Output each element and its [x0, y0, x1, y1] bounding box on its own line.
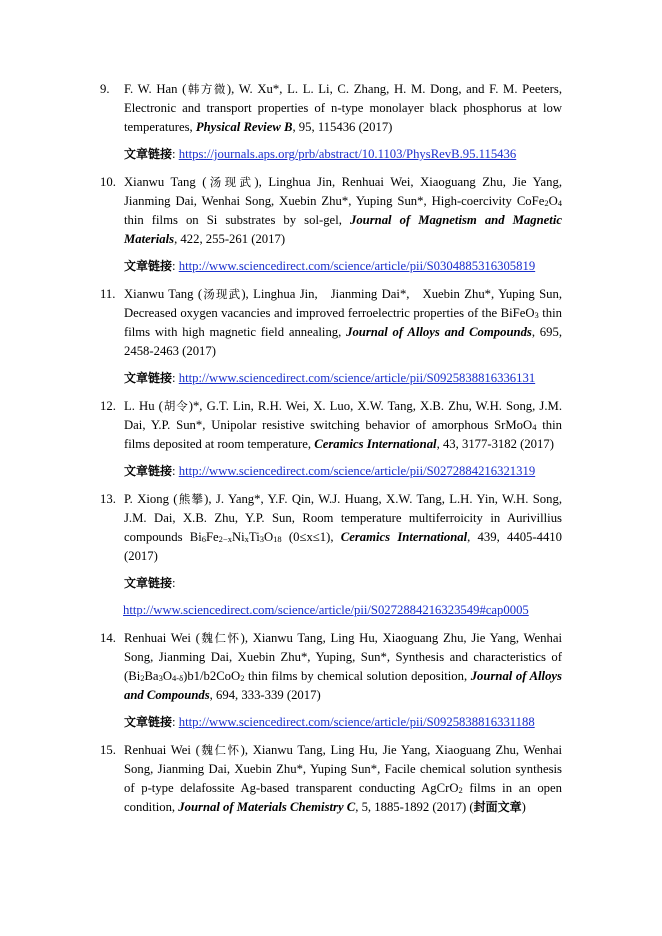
reference-number: 11. — [100, 287, 116, 301]
reference-item — [100, 741, 562, 817]
reference-number: 14. — [100, 631, 116, 645]
reference-item — [100, 629, 562, 732]
reference-item — [100, 397, 562, 481]
reference-number: 9. — [100, 82, 110, 96]
reference-text: Renhuai Wei (魏仁怀), Xianwu Tang, Ling Hu, Xiaoguang Zhu, Jie Yang, Wenhai Song, Jianming Dai, Xuebin Zhu*, Yuping, Sun*, Synthesis and characteristics of $(Bi_2Ba_3O_{4-\delta})b1/b2CoO_2$ thin films by chemical solution deposition, Journal of Alloys and Compounds, 694, 333-339 (2017) — [124, 631, 562, 702]
reference-text: Renhuai Wei (魏仁怀), Xianwu Tang, Ling Hu, Jie Yang, Xiaoguang Zhu, Wenhai Song, Jianming Dai, Xuebin Zhu*, Yuping Sun*, Facile chemical solution synthesis of p-type delafossite Ag-based transparent conducting AgCrO$_2$ films in an open condition, Journal of Materials Chemistry C, 5, 1885-1892 (2017) (封面文章) — [124, 743, 562, 814]
article-link[interactable]: http://www.sciencedirect.com/science/article/pii/S0304885316305819 — [178, 259, 536, 273]
article-link-line: 文章链接: http://www.sciencedirect.com/science/article/pii/S0925838816331188 — [124, 715, 535, 729]
article-link-line: 文章链接: http://www.sciencedirect.com/science/article/pii/S0272884216321319 — [124, 464, 536, 478]
article-link[interactable]: https://journals.aps.org/prb/abstract/10.1103/PhysRevB.95.115436 — [178, 147, 517, 161]
article-link-line: 文章链接: — [124, 576, 176, 590]
reference-text: F. W. Han (韩方微), W. Xu*, L. L. Li, C. Zhang, H. M. Dong, and F. M. Peeters, Electronic and transport properties of n-type monolayer black phosphorus at low temperatures, Physical Review B, 95, 115436 (2017) — [124, 82, 562, 134]
article-link-line: 文章链接: http://www.sciencedirect.com/science/article/pii/S0304885316305819 — [124, 259, 536, 273]
reference-list — [100, 80, 566, 817]
cover-article-tag: 封面文章 — [473, 800, 522, 814]
reference-item — [100, 285, 566, 388]
article-link-line — [123, 601, 562, 620]
article-link-line: 文章链接: https://journals.aps.org/prb/abstract/10.1103/PhysRevB.95.115436 — [124, 147, 517, 161]
reference-item — [100, 80, 562, 164]
journal-name: Journal of Materials Chemistry C — [178, 800, 356, 814]
link-label: 文章链接 — [124, 576, 173, 590]
reference-number: 10. — [100, 175, 116, 189]
journal-name: Physical Review B — [195, 120, 293, 134]
reference-number: 12. — [100, 399, 116, 413]
reference-text: P. Xiong (熊攀), J. Yang*, Y.F. Qin, W.J. Huang, X.W. Tang, L.H. Yin, W.H. Song, J.M. Dai, X.B. Zhu, Y.P. Sun, Room temperature multiferroicity in Aurivillius compounds $Bi_6Fe_{2-x}Ni_xTi_3O_{18}$ (0≤x≤1), Ceramics International, 439, 4405-4410 (2017) — [124, 492, 563, 563]
link-label: 文章链接 — [124, 147, 173, 161]
reference-item — [100, 490, 562, 620]
link-label: 文章链接 — [124, 715, 173, 729]
link-label: 文章链接 — [124, 259, 173, 273]
reference-number: 15. — [100, 743, 116, 757]
article-link[interactable]: http://www.sciencedirect.com/science/article/pii/S0925838816331188 — [178, 715, 535, 729]
article-link-line: 文章链接: http://www.sciencedirect.com/science/article/pii/S0925838816336131 — [124, 371, 536, 385]
article-link[interactable]: http://www.sciencedirect.com/science/article/pii/S0272884216321319 — [178, 464, 536, 478]
journal-name: Ceramics International — [340, 530, 468, 544]
reference-text: Xianwu Tang (汤现武), Linghua Jin, Renhuai Wei, Xiaoguang Zhu, Jie Yang, Jianming Dai, Wenhai Song, Xuebin Zhu*, Yuping Sun*, High-coercivity $CoFe_2O_4$ thin films on Si substrates by sol-gel, Journal of Magnetism and Magnetic Materials, 422, 255-261 (2017) — [124, 175, 562, 246]
journal-name: Journal of Alloys and Compounds — [124, 669, 562, 702]
reference-text: L. Hu (胡令)*, G.T. Lin, R.H. Wei, X. Luo, X.W. Tang, X.B. Zhu, W.H. Song, J.M. Dai, Y.P. Sun*, Unipolar resistive switching behavior of amorphous SrMoO$_4$ thin films deposited at room temperature, Ceramics International, 43, 3177-3182 (2017) — [124, 399, 562, 451]
article-link[interactable]: http://www.sciencedirect.com/science/article/pii/S0272884216323549#cap0005 — [123, 603, 529, 617]
link-label: 文章链接 — [124, 464, 173, 478]
journal-name: Ceramics International — [314, 437, 437, 451]
article-link[interactable]: http://www.sciencedirect.com/science/article/pii/S0925838816336131 — [178, 371, 536, 385]
journal-name: Journal of Magnetism and Magnetic Materials — [124, 213, 562, 246]
reference-number: 13. — [100, 492, 116, 506]
journal-name: Journal of Alloys and Compounds — [346, 325, 532, 339]
reference-text: Xianwu Tang (汤现武), Linghua Jin, Jianming Dai*, Xuebin Zhu*, Yuping Sun, Decreased oxygen vacancies and improved ferroelectric properties of the BiFeO$_3$ thin films with high magnetic field annealing, Journal of Alloys and Compounds, 695, 2458-2463 (2017) — [124, 287, 566, 358]
link-label: 文章链接 — [124, 371, 173, 385]
reference-item — [100, 173, 562, 276]
